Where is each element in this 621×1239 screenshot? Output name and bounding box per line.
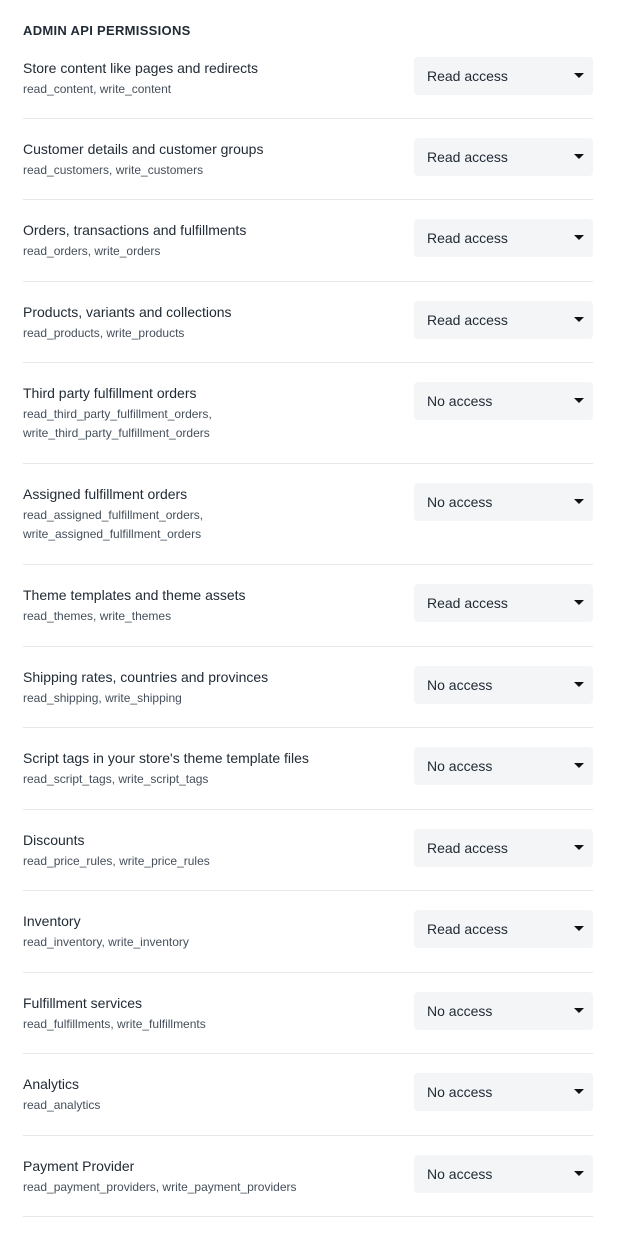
permission-row [23,973,593,1054]
scope-name: write_fulfillments [117,1017,206,1031]
permission-label: Products, variants and collections [23,304,232,320]
permission-scopes [23,80,393,99]
permission-scopes [23,689,393,708]
permission-info [23,221,393,261]
permission-row [23,565,593,647]
permission-row [23,464,593,565]
access-select[interactable] [414,829,593,867]
caret-down-icon [574,73,584,78]
scope-name: write_products [106,326,185,340]
access-select[interactable] [414,747,593,785]
scope-separator: , [199,508,207,522]
scope-name: write_customers [115,163,204,177]
scope-name: write_content [99,82,172,96]
caret-down-icon [574,499,584,504]
permission-info [23,1157,393,1197]
access-select-value: No access [427,758,493,774]
caret-down-icon [574,235,584,240]
permission-label: Inventory [23,913,81,929]
scope-separator: , [111,772,119,786]
scope-name: write_orders [94,244,161,258]
scope-name: read_customers [23,163,110,177]
permission-scopes [23,1015,393,1034]
access-select-value: No access [427,1003,493,1019]
scope-name: read_products [23,326,100,340]
scope-name: write_third_party_fulfillment_orders [23,426,210,440]
scope-name: read_content [23,82,94,96]
scope-name: read_price_rules [23,854,113,868]
caret-down-icon [574,317,584,322]
scope-name: read_analytics [23,1098,101,1112]
permission-row [23,363,593,464]
permission-label: Shipping rates, countries and provinces [23,669,269,685]
permission-label: Script tags in your store's theme template files [23,750,309,766]
access-select[interactable] [414,910,593,948]
scope-separator: , [93,609,100,623]
permission-label: Discounts [23,832,85,848]
permission-row [23,728,593,810]
scope-separator: , [109,163,116,177]
permission-info [23,668,393,708]
permission-label: Third party fulfillment orders [23,385,197,401]
permission-info [23,749,393,789]
permission-label: Orders, transactions and fulfillments [23,222,247,238]
permission-info [23,140,393,180]
permission-row [23,119,593,200]
permission-info [23,831,393,871]
scope-separator: , [112,854,120,868]
permission-label: Theme templates and theme assets [23,587,246,603]
access-select-value: No access [427,1084,493,1100]
permission-label: Assigned fulfillment orders [23,486,188,502]
scope-separator: , [101,935,109,949]
scope-name: read_shipping [23,691,99,705]
permission-row [23,810,593,891]
scope-name: write_assigned_fulfillment_orders [23,527,202,541]
scope-name: write_shipping [105,691,182,705]
scope-separator: , [208,407,216,421]
scope-name: write_price_rules [119,854,210,868]
permission-scopes [23,242,393,261]
access-select-value: No access [427,494,493,510]
permission-label: Fulfillment services [23,995,143,1011]
caret-down-icon [574,398,584,403]
access-select-value: Read access [427,312,508,328]
access-select-value: Read access [427,595,508,611]
scope-name: write_payment_providers [162,1180,297,1194]
access-select-value: Read access [427,230,508,246]
permission-row [23,1136,593,1217]
permission-row [23,52,593,119]
permission-label: Analytics [23,1076,80,1092]
permission-label: Customer details and customer groups [23,141,264,157]
permission-info [23,59,393,99]
access-select-value: Read access [427,840,508,856]
caret-down-icon [574,926,584,931]
scope-name: read_payment_providers [23,1180,156,1194]
permission-info [23,1075,393,1115]
scope-name: read_inventory [23,935,102,949]
caret-down-icon [574,845,584,850]
permission-scopes [23,1096,393,1115]
permission-info [23,586,393,626]
caret-down-icon [574,682,584,687]
access-select-value: Read access [427,921,508,937]
access-select[interactable] [414,219,593,257]
caret-down-icon [574,1171,584,1176]
permission-scopes [23,161,393,180]
permission-scopes [23,607,393,626]
caret-down-icon [574,600,584,605]
scope-name: read_assigned_fulfillment_orders [23,508,200,522]
caret-down-icon [574,763,584,768]
scope-name: read_fulfillments [23,1017,111,1031]
access-select-value: Read access [427,149,508,165]
access-select[interactable] [414,382,593,420]
access-select[interactable] [414,138,593,176]
permission-info [23,912,393,952]
scope-separator: , [99,326,107,340]
access-select-value: No access [427,1166,493,1182]
permission-list [23,52,593,1217]
access-select[interactable] [414,1155,593,1193]
permission-scopes [23,1178,393,1197]
scope-separator: , [110,1017,118,1031]
permission-info [23,303,393,343]
scope-separator: , [98,691,106,705]
caret-down-icon [574,154,584,159]
permission-scopes [23,852,393,871]
permission-info [23,485,393,544]
permission-label: Store content like pages and redirects [23,60,259,76]
caret-down-icon [574,1089,584,1094]
permission-scopes [23,770,393,789]
permission-label: Payment Provider [23,1158,135,1174]
access-select[interactable] [414,483,593,521]
permission-scopes [23,506,393,544]
access-select-value: No access [427,393,493,409]
scope-name: read_script_tags [23,772,112,786]
scope-separator: , [155,1180,163,1194]
scope-separator: , [93,82,100,96]
access-select[interactable] [414,584,593,622]
access-select[interactable] [414,301,593,339]
access-select[interactable] [414,992,593,1030]
permission-info [23,994,393,1034]
permission-scopes [23,324,393,343]
scope-name: read_third_party_fulfillment_orders [23,407,209,421]
scope-separator: , [87,244,95,258]
permission-scopes [23,405,393,443]
scope-name: write_script_tags [118,772,209,786]
permission-row [23,647,593,728]
access-select[interactable] [414,666,593,704]
access-select[interactable] [414,1073,593,1111]
scope-name: read_orders [23,244,88,258]
scope-name: write_themes [99,609,172,623]
access-select-value: No access [427,677,493,693]
scope-name: read_themes [23,609,94,623]
permission-row [23,891,593,973]
permission-row [23,200,593,282]
section-title: ADMIN API PERMISSIONS [23,23,191,38]
scope-name: write_inventory [108,935,189,949]
access-select[interactable] [414,57,593,95]
permission-scopes [23,933,393,952]
caret-down-icon [574,1008,584,1013]
access-select-value: Read access [427,68,508,84]
permission-row [23,1054,593,1136]
permission-row [23,282,593,363]
permission-info [23,384,393,443]
